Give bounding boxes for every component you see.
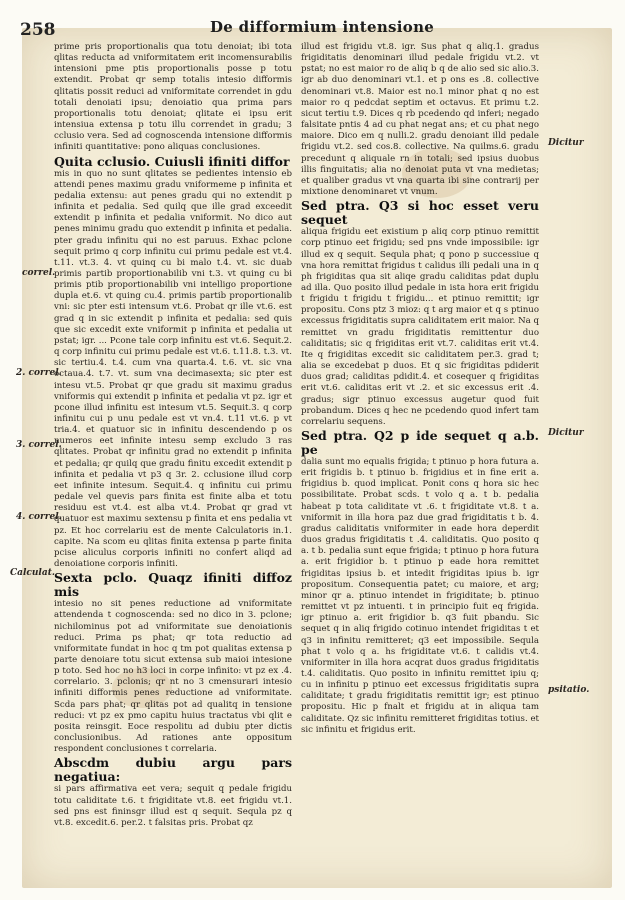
section-heading: Quita cclusio. Cuiusli ifiniti diffor (54, 153, 290, 169)
margin-note: psitatio. (548, 685, 590, 695)
section-heading: Sexta pclo. Quaqz ifiniti diffoz mis (54, 570, 292, 600)
margin-note: 3. correl. (16, 440, 62, 450)
folio-number: 258 (20, 20, 56, 40)
running-head: De difformium intensione (210, 18, 435, 36)
paragraph: mis in quo no sunt qlitates se pedientes intensio eb attendi penes maximu gradu vniformeme p infinita et pedalia extensu: aut penes gradu qui no extendit p infinita et pedalia. Sed quilq que ille grad exceedit extendit p infinita et pedalia vniformit. No dico aut penes minimu gradu quo extendit p infinita et pedalia. pter gradu infinitu qui no est paruus. Exhac pclone sequit primo q corp infinitu cui primu pedale est vt.4. t.11. vt.3. 4. vt quinq cu bi malo t.4. vt. sic duab primis partib proportionabilib vni t.3. vt quing cu bi primis ptib proportionabilib vni intelligo proportione dupla et.6. vt quing cu.4. primis partib proportionalib vni: sic pter esti intensum vt.6. Probat qr ille vt.6. est grad q in sic extendit p infinita et pedalia: sed quis que sic excedit exte vniformit p infinita et pedalia ut pstat; igr. ... Pcone tale corp infinitu est vt.6. Sequit.2. q corp infinitu cui primu pedale est vt.6. t.11.8. t.3. vt. sic tertiu.4. t.4. cum vna quarta.4. t.6. vt. sic vna octaua.4. t.7. vt. sum vna decimasexta; sic pter est intesu vt.5. Probat qr que gradu sit maximu gradus vniformis qui extendit p infinita et pedalia vt pz. igr et pcone illud infinitu est intesum vt.5. Sequit.3. q corp infinitu cui p unu pedale est vt vn.4. t.11 vt.6. p vt tria.4. et quatuor sic in infinitu descendendo p os numeros eet infinite intesu semp excludo 3 ras qlitates. Probat qr infinitu grad no extendit p infinita et pedalia; qr quilq que gradu finitu excedit extendit p infinita et pedalia vt p3 q 3r. 2. cclusione illud corp eet infinite intesum. Sequit.4. q infinitu cui primu pedale vel quevis pars finita est finite alba et totu residuu est vt.4. est alba vt.4. Probat qr grad vt quatuor est maximu sextensu p finita et ens pedalia vt pz. Et hoc correlariu est de mente Calculatoris in.1. capite. Na scom eu qlitas finita extensa p parte finita pcise aliculus corporis infiniti no confert aliqd ad denoiatione corporis infiniti. (54, 168, 292, 570)
paragraph: illud est frigidu vt.8. igr. Sus phat q aliq.1. gradus frigiditatis denominari illud pedale frigidu vt.2. vt pstat; no est maior ro de aliq b q de alio sed sic alio.3. igr ab duo denominari vt.1. et p ons es .8. collective denominari vt.8. Maior est no.1 minor phat q no est maior ro q pedcdat septim et octavus. Et primu t.2. sicut tertiu t.9. Dices q rb pcedendo qd inferi; negado falsitate pntis 4 ad cu phat negat ans; et cu phat nego maiore. Dico em q nulli.2. gradu denoiant illd pedale frigidu vt.2. sed cos.8. collective. Na quilms.6. gradu precedunt q aliquale rn in totali; sed ipsius duobus illis finguitatis; alia no denoiat puta vt vna medietas; et qualiber gradus vt vna quarta ibi sine contrarij per mixtione denominaret vt vnum. (301, 42, 539, 198)
margin-note: Calculat. (10, 568, 55, 578)
paragraph: si pars affirmativa eet vera; sequit q pedale frigidu totu caliditate t.6. t frigiditate vt.8. eet frigidu vt.1. sed pns est fininsgr illud est q sequit. Sequla pz q vt.8. excedit.6. per.2. t falsitas pris. Probat qz (54, 784, 292, 828)
margin-note: correl. (22, 268, 56, 278)
left-column (54, 42, 292, 829)
paragraph: aliqua frigidu eet existium p aliq corp ptinuo remittit corp ptinuo eet frigidu; sed pns vnde impossibile: igr illud ex q sequit. Sequla phat; q pono p successiue q vna hora remittat frigidus t calidus illi pedali una in q ph frigiditas qua sit aliqe gradu caliditas pdat duplu ad illa. Quo posito illud pedale in ista hora erit frigidu t frigidu t frigidu t frigidu... et ptinuo remittit; igr propositu. Cons ptz 3 mioz: q t arg maior et q s ptinuo excessus frigiditatis supra caliditatem erit maior. Na q remittet vn gradu frigiditatis remittentur duo caliditatis; sic q frigiditas erit vt.7. caliditas erit vt.4. Ite q frigiditas excedit sic caliditatem per.3. grad t; alia se excedebat p duos. Et q sic frigiditas pdiderit duos grad; caliditas pdidit.4. et cosequer q frigiditas erit vt.6. caliditas erit vt .2. et sic excessus erit .4. gradus; sigr ptinuo excessus augetur quod fuit probandum. Dices q hec ne pcedendo quod infert tam correlariu sequens. (301, 227, 539, 427)
section-heading: Abscdm dubiu argu pars negatiua: (54, 755, 292, 785)
margin-note: 4. correl. (16, 512, 62, 522)
section-heading: Sed ptra. Q2 p ide sequet q a.b. pe (301, 428, 539, 457)
section-heading: Sed ptra. Q3 si hoc esset veru sequet (301, 198, 539, 228)
right-column (301, 42, 539, 736)
paragraph: dalia sunt mo equalis frigida; t ptinuo p hora futura a. erit frigidis b. t ptinuo b. frigidius et in fine erit a. frigidius b. quod implicat. Ponit cons q hora sic hec possibilitate. Probat scds. t volo q a. t b. pedalia habeat p tota caliditate vt .6. t frigiditate vt.8. t a. vniformit in illa hora paz due grad frigiditatis t b. 4. gradus caliditatis vniformiter in eade hora deperdit duos gradus frigiditatis t .4. caliditatis. Quo posito q a. t b. pedalia sunt eque frigida; t ptinuo p hora futura a. erit frigidior b. t ptinuo p eade hora remittet frigiditas ipsius b. et intedit frigiditas ipius b. igr propositum. Consequentia patet; cu maiore, et arg; minor qr a. ptinuo intendet in frigiditate; b. ptinuo remittet vt pz intuenti. t in principio fuit eq frigida. igr ptinuo a. erit frigidior b. q3 fuit pbandu. Sic sequet q in aliq frigido cotinuo intendet frigiditas t et q3 in infinitu remitteret; q3 eet impossibile. Sequla phat t volo q a. hs frigiditate vt.6. t calidis vt.4. vniformiter in illa hora acqrat duos gradus frigiditatis t.4. caliditatis. Quo posito in infinitu remittet ipiu q; cu in infinitu p ptinuo eet excessus frigiditatis supra caliditate; t gradu frigiditatis remittit igr; est ptinuo propositu. Hic p fnalt et frigidu at in aliqua tam caliditate. Qz sic infinitu remitteret frigiditas totius. et sic infinitu et frigidus erit. (301, 457, 539, 735)
margin-note: Dicitur (548, 138, 584, 148)
paragraph: prime pris proportionalis qua totu denoiat; ibi tota qlitas reducta ad vniformitatem erit incomensurabilis intensioni pme ptis proportionalis posse p totu extendit. Probat qr semp totalis intesio difformis qlitatis possit reduci ad vniformitate correndet in gdu totali denoiati ipsu; denoiatio qua prima pars proportionalis totu denoiat; qlitate ei ipsu erit intensiua extensa p totu illu correndet in gradu; 3 cclusio vera. Sed ad cognoscenda intensione difformis infiniti quantitative: pono aliquas conclusiones. (54, 42, 292, 153)
margin-note: 2. correl. (16, 368, 62, 378)
margin-note: Dicitur (548, 428, 584, 438)
paragraph: intesio no sit penes reductione ad vniformitate attendenda t cognoscenda: sed no dico in 3. pclone; nichilominus pot ad vniformitate sue denoiationis reduci. Prima ps phat; qr tota reductio ad vniformitate fundat in hoc q tm pot qualitas extensa p parte denoiare totu sicut extensa sub maioi intesione p toto. Sed hoc no h3 loci in corpe infinito: vt pz ex .4. correlario. 3. pclonis; qr nt no 3 cmensurari intesio infiniti difformis penes reductione ad vniformitate. Scda pars phat; qr qlitas pot ad qualitq in tensione reduci: vt pz ex pmo capitu huius tractatus vbi qlit e posita reinsgit. Eoce respolitu ad dubiu pter dictis conclusionibus. Ad rationes ante oppositum respondent conclusiones t correlaria. (54, 599, 292, 755)
